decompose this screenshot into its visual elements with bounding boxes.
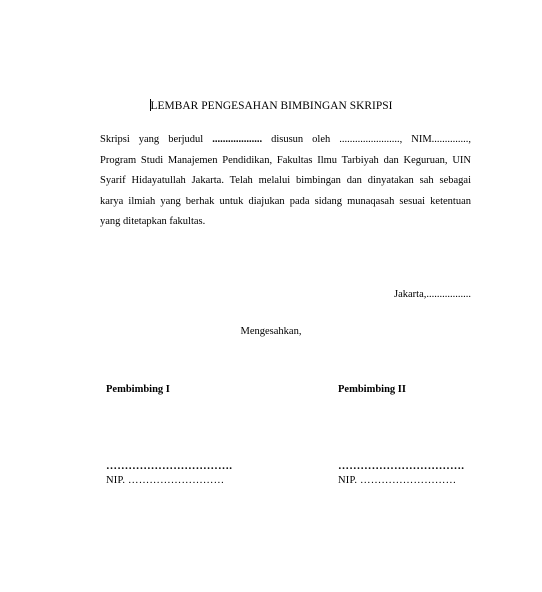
word: oleh	[312, 134, 331, 145]
supervisor-2-label: Pembimbing II	[338, 384, 406, 395]
paragraph-line-5: yang ditetapkan fakultas.	[100, 216, 206, 227]
word: Skripsi	[100, 134, 130, 145]
word: yang	[138, 134, 160, 145]
place-date: Jakarta,.................	[394, 289, 471, 300]
supervisor-1-label: Pembimbing I	[106, 384, 170, 395]
supervisor-1-nip: NIP. ………………………	[106, 475, 225, 486]
paragraph-line-2: Program Studi Manajemen Pendidikan, Fakultas Ilmu Tarbiyah dan Keguruan, UIN	[100, 154, 471, 166]
word: disusun	[271, 134, 304, 145]
paragraph-line-1	[100, 130, 471, 151]
nim-blank: NIM..............,	[411, 134, 472, 145]
paragraph-line-3: Syarif Hidayatullah Jakarta. Telah melalui bimbingan dan dinyatakan sah sebagai	[100, 175, 471, 186]
author-name-blank: .......................,	[339, 134, 403, 145]
supervisor-2-nip: NIP. ………………………	[338, 475, 457, 486]
supervisor-2-signature-line: …………………………….	[338, 460, 465, 472]
document-title	[0, 99, 542, 112]
thesis-title-blank: ...................	[212, 134, 263, 145]
document-title-text: LEMBAR PENGESAHAN BIMBINGAN SKRIPSI	[150, 100, 393, 112]
paragraph-line-4: karya ilmiah yang berhak untuk diajukan pada sidang munaqasah sesuai ketentuan	[100, 195, 471, 207]
supervisor-1-signature-line: …………………………….	[106, 460, 233, 472]
word: berjudul	[168, 134, 204, 145]
body-paragraph	[100, 130, 471, 233]
approval-label: Mengesahkan,	[240, 326, 302, 337]
